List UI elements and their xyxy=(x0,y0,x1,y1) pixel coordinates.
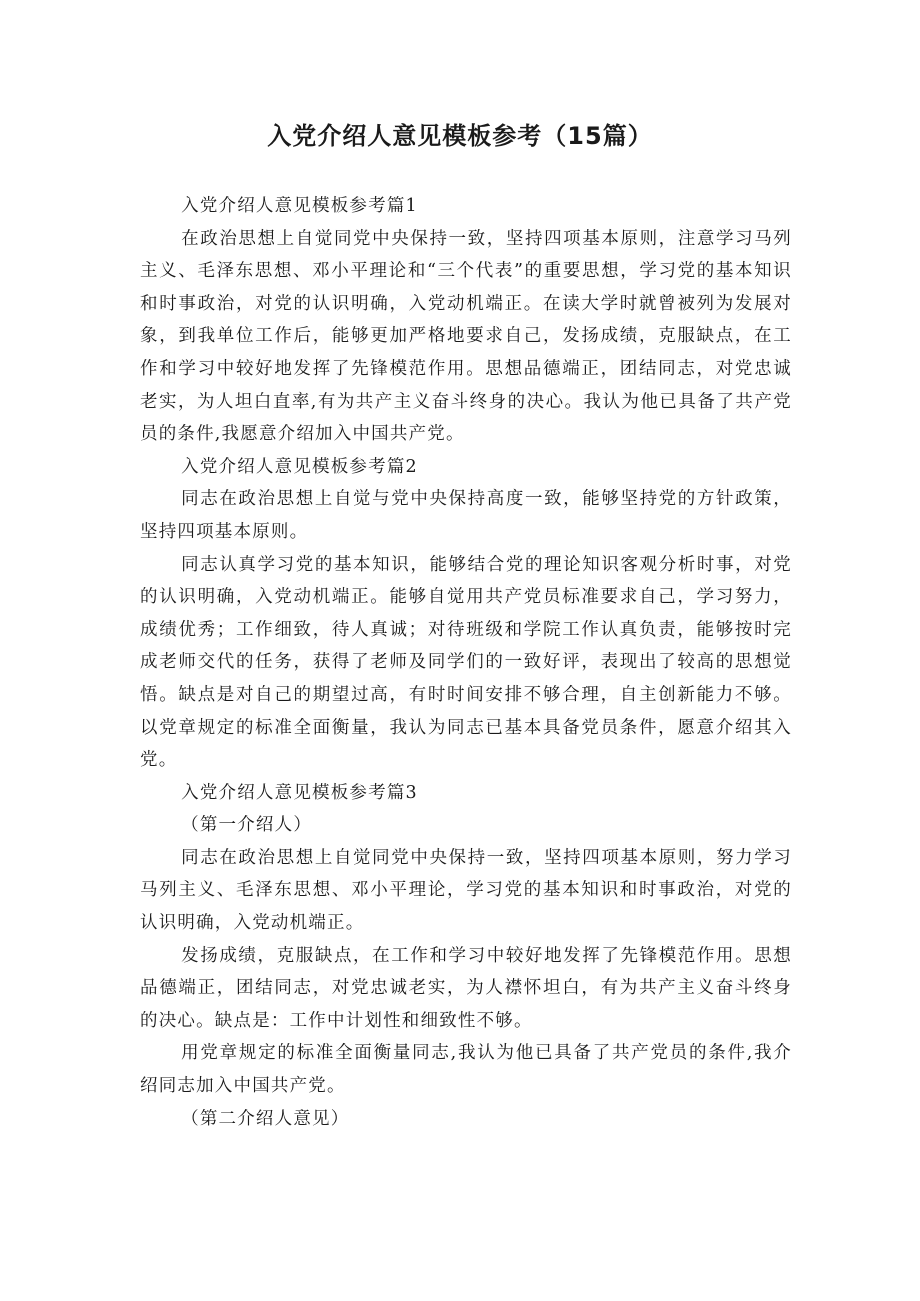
paragraph: 同志认真学习党的基本知识，能够结合党的理论知识客观分析时事，对党的认识明确，入党动机端正。能够自觉用共产党员标准要求自己，学习努力，成绩优秀；工作细致，待人真诚；对待班级和学院工作认真负责，能够按时完成老师交代的任务，获得了老师及同学们的一致好评，表现出了较高的思想觉悟。缺点是对自己的期望过高，有时时间安排不够合理，自主创新能力不够。以党章规定的标准全面衡量，我认为同志已基本具备党员条件，愿意介绍其入党。 xyxy=(140,554,792,771)
subheading-first-introducer: （第一介绍人） xyxy=(181,815,313,836)
paragraph: 用党章规定的标准全面衡量同志,我认为他已具备了共产党员的条件,我介绍同志加入中国共产党。 xyxy=(140,1043,792,1097)
section-heading-3: 入党介绍人意见模板参考篇3 xyxy=(181,782,418,803)
document-title: 入党介绍人意见模板参考（15篇） xyxy=(267,122,653,150)
paragraph: 发扬成绩，克服缺点，在工作和学习中较好地发挥了先锋模范作用。思想品德端正，团结同志，对党忠诚老实，为人襟怀坦白，有为共产主义奋斗终身的决心。缺点是：工作中计划性和细致性不够。 xyxy=(140,945,792,1031)
paragraph: 在政治思想上自觉同党中央保持一致，坚持四项基本原则，注意学习马列主义、毛泽东思想、邓小平理论和“三个代表”的重要思想，学习党的基本知识和时事政治，对党的认识明确，入党动机端正。在读大学时就曾被列为发展对象，到我单位工作后，能够更加严格地要求自己，发扬成绩，克服缺点，在工作和学习中较好地发挥了先锋模范作用。思想品德端正，团结同志，对党忠诚老实，为人坦白直率,有为共产主义奋斗终身的决心。我认为他已具备了共产党员的条件,我愿意介绍加入中国共产党。 xyxy=(140,228,792,445)
subheading-second-introducer: （第二介绍人意见） xyxy=(181,1108,350,1129)
paragraph: 同志在政治思想上自觉同党中央保持一致，坚持四项基本原则，努力学习马列主义、毛泽东思想、邓小平理论，学习党的基本知识和时事政治，对党的认识明确，入党动机端正。 xyxy=(140,847,792,934)
section-heading-1: 入党介绍人意见模板参考篇1 xyxy=(181,196,418,216)
paragraph: 同志在政治思想上自觉与党中央保持高度一致，能够坚持党的方针政策，坚持四项基本原则。 xyxy=(140,489,792,542)
section-heading-2: 入党介绍人意见模板参考篇2 xyxy=(181,456,418,477)
document-body xyxy=(140,190,792,1135)
